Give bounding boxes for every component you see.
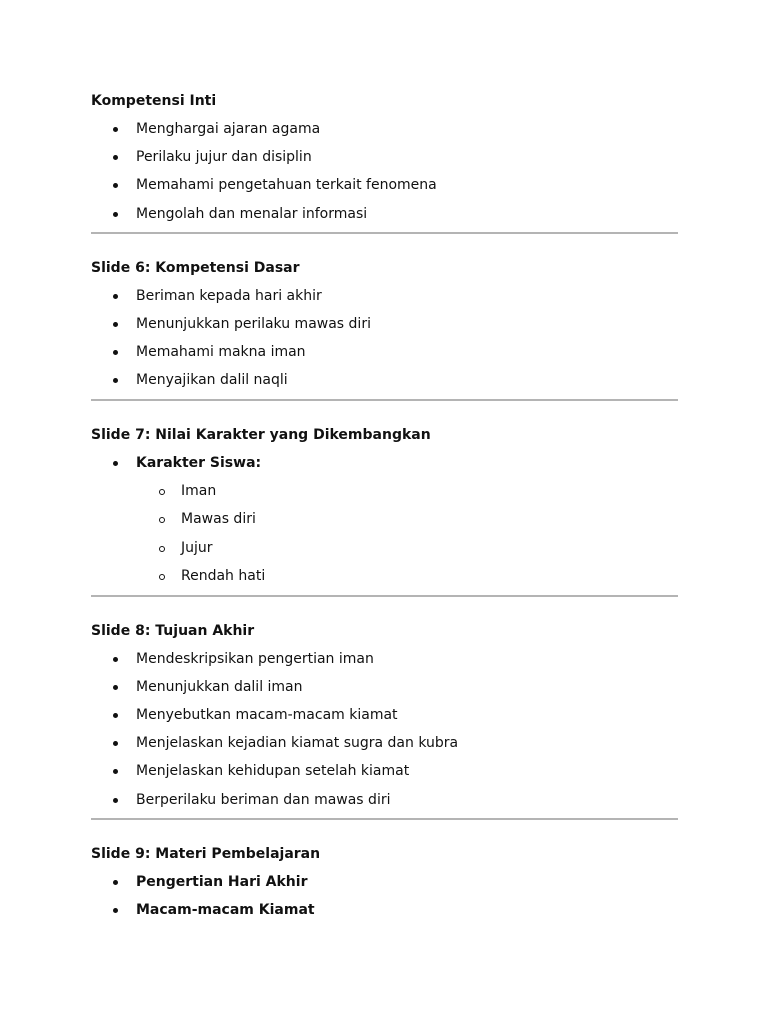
bullet-ring-icon: [159, 489, 165, 495]
bullet-list: [91, 119, 678, 224]
bullet-dot-icon: [113, 769, 118, 774]
list-item: Perilaku jujur dan disiplin: [91, 147, 678, 167]
bullet-dot-icon: [113, 685, 118, 690]
bullet-dot-icon: [113, 127, 118, 132]
bullet-list: [91, 872, 678, 920]
bullet-dot-icon: [113, 350, 118, 355]
list-item: Beriman kepada hari akhir: [91, 286, 678, 306]
section-heading: Slide 8: Tujuan Akhir: [91, 622, 255, 639]
bullet-dot-icon: [113, 741, 118, 746]
list-item: Menyebutkan macam-macam kiamat: [91, 705, 678, 725]
list-item: Memahami pengetahuan terkait fenomena: [91, 175, 678, 195]
bullet-ring-icon: [159, 546, 165, 552]
bullet-dot-icon: [113, 155, 118, 160]
section-kompetensi-inti: [91, 91, 678, 224]
section-slide-7: [91, 425, 678, 587]
bullet-dot-icon: [113, 461, 118, 466]
list-item: Karakter Siswa: Iman Mawas diri Jujur Rendah hati: [91, 453, 678, 587]
section-slide-9: [91, 844, 678, 920]
list-item: Memahami makna iman: [91, 342, 678, 362]
bullet-ring-icon: [159, 574, 165, 580]
list-item: Menunjukkan perilaku mawas diri: [91, 314, 678, 334]
bullet-dot-icon: [113, 798, 118, 803]
sub-list-item: Iman: [91, 481, 678, 501]
list-item: Menghargai ajaran agama: [91, 119, 678, 139]
section-heading: Kompetensi Inti: [91, 93, 217, 109]
bullet-dot-icon: [113, 378, 118, 383]
section-heading: Slide 7: Nilai Karakter yang Dikembangkan: [91, 426, 431, 443]
sub-list: [136, 481, 678, 587]
bullet-dot-icon: [113, 908, 118, 913]
bullet-ring-icon: [159, 517, 165, 523]
list-item: Macam-macam Kiamat: [91, 900, 678, 920]
list-item: Mengolah dan menalar informasi: [91, 204, 678, 224]
section-heading: Slide 9: Materi Pembelajaran: [91, 845, 321, 862]
sub-list-item: Mawas diri: [91, 509, 678, 529]
document-page: [91, 91, 678, 928]
list-item: Menyajikan dalil naqli: [91, 370, 678, 390]
bullet-dot-icon: [113, 212, 118, 217]
list-item: Mendeskripsikan pengertian iman: [91, 649, 678, 669]
list-item: Berperilaku beriman dan mawas diri: [91, 790, 678, 810]
list-item: Menunjukkan dalil iman: [91, 677, 678, 697]
list-item: Menjelaskan kehidupan setelah kiamat: [91, 761, 678, 781]
bullet-dot-icon: [113, 183, 118, 188]
bullet-list: [91, 649, 678, 810]
list-item: Menjelaskan kejadian kiamat sugra dan kubra: [91, 733, 678, 753]
bullet-dot-icon: [113, 657, 118, 662]
section-slide-8: [91, 621, 678, 810]
list-item: Pengertian Hari Akhir: [91, 872, 678, 892]
sub-list-item: Rendah hati: [91, 566, 678, 586]
bullet-dot-icon: [113, 294, 118, 299]
bullet-list: [91, 453, 678, 587]
bullet-dot-icon: [113, 713, 118, 718]
section-heading: Slide 6: Kompetensi Dasar: [91, 259, 300, 276]
bullet-dot-icon: [113, 880, 118, 885]
section-slide-6: [91, 258, 678, 391]
sub-list-item: Jujur: [91, 538, 678, 558]
bullet-list: [91, 286, 678, 391]
bullet-dot-icon: [113, 322, 118, 327]
